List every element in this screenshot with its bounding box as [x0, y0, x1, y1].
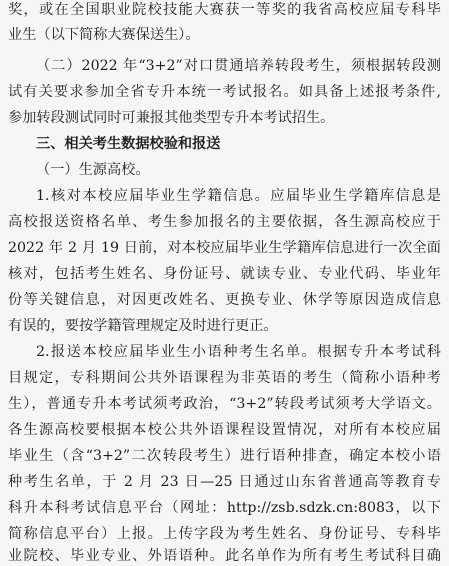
paragraph-line: 业院校、毕业专业、外语语种。此名单作为所有考生考试科目确 — [8, 548, 441, 564]
paragraph-line: 参加转段测试同时可兼报其他类型专升本考试招生。 — [8, 110, 335, 126]
paragraph-line: 1.核对本校应届毕业生学籍信息。应届毕业生学籍库信息是 — [36, 188, 441, 204]
paragraph-line: 核对，包括考生姓名、身份证号、就读专业、专业代码、毕业年 — [8, 266, 441, 282]
paragraph-line: 各生源高校要根据本校公共外语课程设置情况，对所有本校应届 — [8, 422, 441, 438]
paragraph-line: 份等关键信息，对因更改姓名、更换专业、休学等原因造成信息 — [8, 292, 441, 308]
subsection-heading: （一）生源高校。 — [36, 162, 150, 178]
section-heading: 三、相关考生数据校验和报送 — [36, 136, 221, 152]
paragraph-line: 目规定，专科期间公共外语课程为非英语的考生（简称小语种考 — [8, 370, 441, 386]
paragraph-line: 种考生名单，于 2 月 23 日—25 日通过山东省普通高等教育专 — [8, 474, 441, 490]
paragraph-line: 有误的，要按学籍管理规定及时进行更正。 — [8, 318, 278, 334]
paragraph-line: 毕业生（含“3+2”二次转段考生）进行语种排查，确定本校小语 — [8, 448, 441, 464]
paragraph-line: 业生（以下简称大赛保送生）。 — [8, 27, 200, 43]
paragraph-line: 试有关要求参加全省专升本统一考试报名。如具备上述报考条件, — [8, 84, 441, 100]
paragraph-line: 2022 年 2 月 19 日前，对本校应届毕业生学籍库信息进行一次全面 — [8, 240, 441, 256]
paragraph-line: 2.报送本校应届毕业生小语种考生名单。根据专升本考试科 — [36, 344, 441, 360]
paragraph-line: 生），普通专升本考试须考政治，“3+2”转段考试须考大学语文。 — [8, 396, 441, 412]
paragraph-line: 简称信息平台）上报。上传字段为考生姓名、身份证号、专科毕 — [8, 526, 441, 542]
paragraph-line: 科升本科考试信息平台（网址：http://zsb.sdzk.cn:8083，以下 — [8, 500, 441, 516]
paragraph-line: 奖，或在全国职业院校技能大赛获一等奖的我省高校应届专科毕 — [8, 2, 441, 18]
paragraph-line: （二）2022 年“3+2”对口贯通培养转段考生，须根据转段测 — [36, 58, 441, 74]
paragraph-line: 高校报送资格名单、考生参加报名的主要依据，各生源高校应于 — [8, 214, 441, 230]
